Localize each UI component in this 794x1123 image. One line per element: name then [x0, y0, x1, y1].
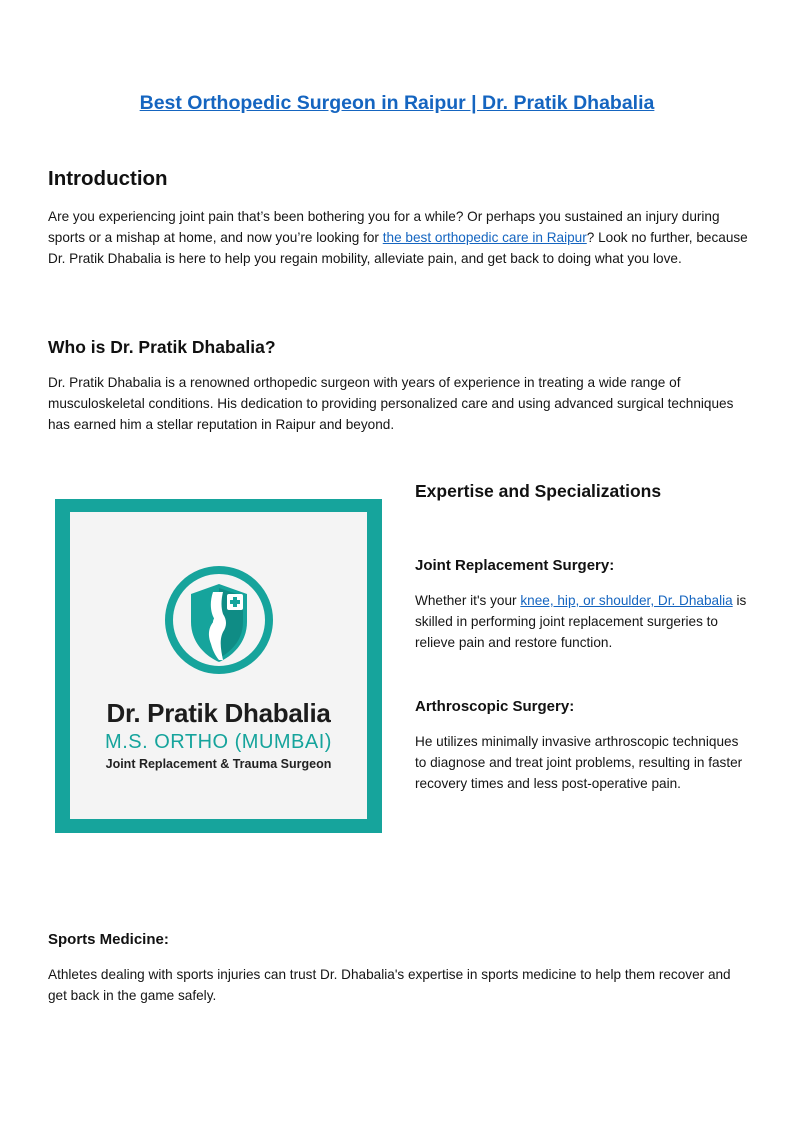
introduction-heading: Introduction — [48, 167, 168, 190]
page-title-link[interactable]: Best Orthopedic Surgeon in Raipur | Dr. Pratik Dhabalia — [139, 92, 655, 114]
joint-replacement-heading: Joint Replacement Surgery: — [415, 557, 615, 574]
intro-text-end: ? Look no further, because Dr. Pratik Dhabalia is here to help you regain mobility, alleviate pain, and get back to doing what you love. — [48, 230, 748, 266]
expertise-heading: Expertise and Specializations — [415, 481, 662, 501]
orthopedic-care-link[interactable]: the best orthopedic care in Raipur — [382, 230, 587, 245]
joint-text-start: Whether it's your — [415, 593, 521, 608]
logo-role: Joint Replacement & Trauma Surgeon — [105, 757, 332, 771]
sports-medicine-paragraph: Athletes dealing with sports injuries can trust Dr. Dhabalia's expertise in sports medicine to help them recover and get back in the game safely. — [48, 967, 731, 1003]
logo-doctor-name: Dr. Pratik Dhabalia — [106, 698, 331, 728]
page-title — [0, 92, 794, 115]
logo-degree: M.S. ORTHO (MUMBAI) — [105, 731, 332, 753]
logo-background — [70, 512, 367, 819]
who-paragraph: Dr. Pratik Dhabalia is a renowned orthopedic surgeon with years of experience in treating a wide range of musculoskeletal conditions. His dedication to providing personalized care and using advanced surgical techniques has earned him a stellar reputation in Raipur and beyond. — [48, 375, 734, 432]
who-heading: Who is Dr. Pratik Dhabalia? — [48, 337, 276, 357]
joint-replacement-link[interactable]: knee, hip, or shoulder, Dr. Dhabalia — [520, 593, 733, 608]
joint-text-end: is skilled in performing joint replacement surgeries to relieve pain and restore function. — [415, 593, 747, 650]
doctor-logo-image — [55, 499, 382, 833]
ortho-shield-knee-icon — [163, 564, 275, 676]
introduction-paragraph — [48, 206, 748, 269]
intro-text-start: Are you experiencing joint pain that’s been bothering you for a while? Or perhaps you sustained an injury during sports or a mishap at home, and now you’re looking for — [48, 209, 720, 245]
arthroscopic-heading: Arthroscopic Surgery: — [415, 698, 575, 715]
arthroscopic-paragraph: He utilizes minimally invasive arthroscopic techniques to diagnose and treat joint problems, resulting in faster recovery times and less post-operative pain. — [415, 734, 743, 791]
joint-replacement-paragraph — [415, 590, 750, 653]
sports-medicine-heading: Sports Medicine: — [48, 931, 169, 948]
